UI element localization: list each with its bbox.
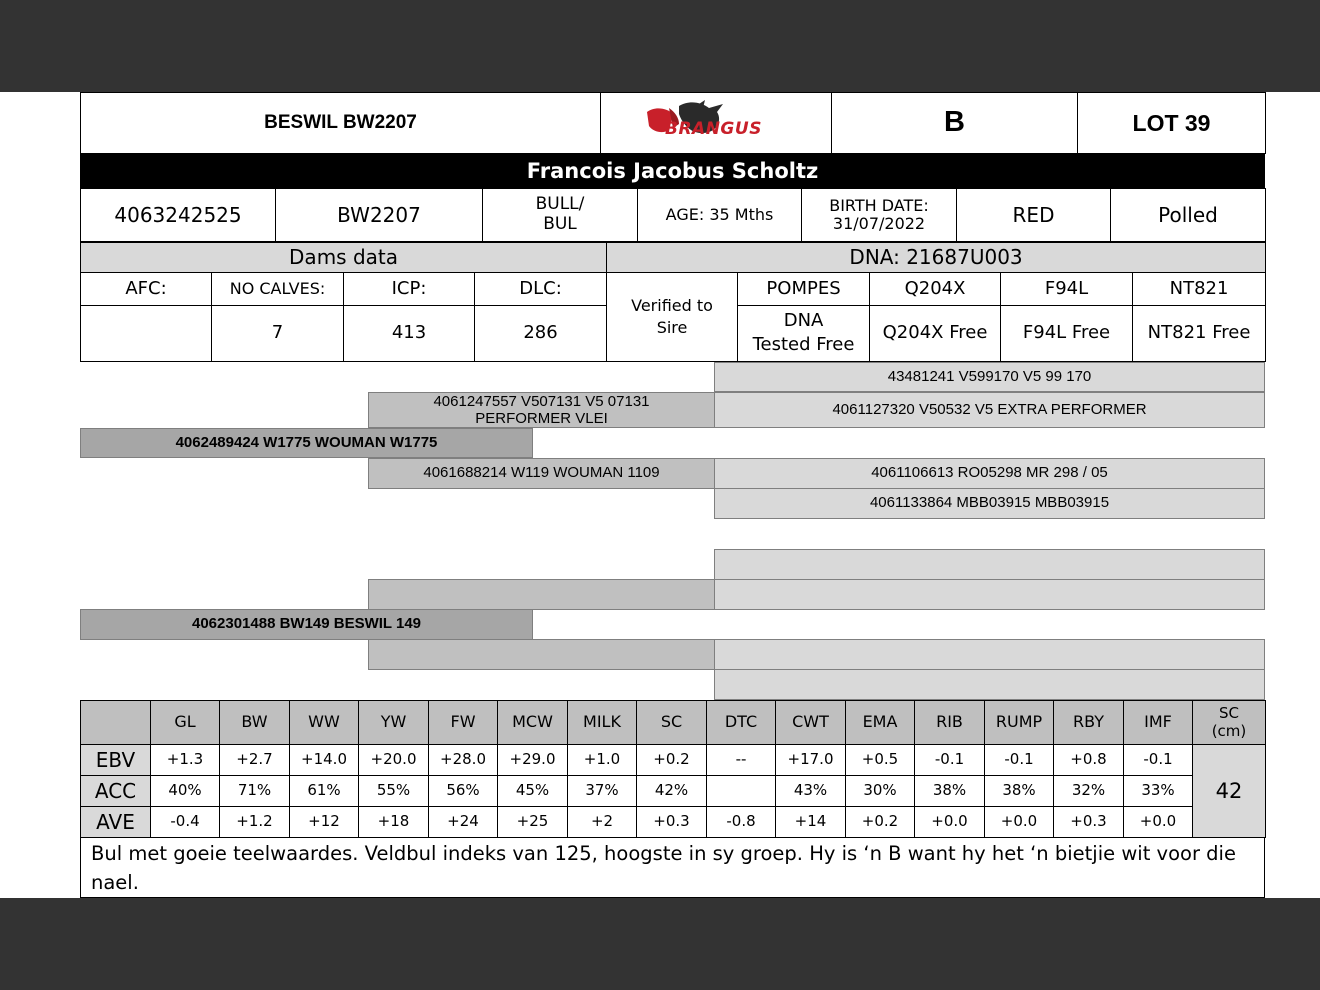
ebv-row-label: AVE	[81, 807, 151, 838]
ebv-row-label: ACC	[81, 776, 151, 807]
ebv-cell-fw: 56%	[429, 776, 498, 807]
ebv-cell-rby: +0.3	[1054, 807, 1124, 838]
ebv-cell-mcw: +25	[498, 807, 568, 838]
ebv-header-cwt: CWT	[776, 701, 846, 745]
ebv-cell-ww: 61%	[290, 776, 359, 807]
pedigree-dam-sire	[368, 579, 715, 610]
pedigree-sire-sire-dam: 4061127320 V50532 V5 EXTRA PERFORMER	[714, 392, 1265, 428]
ebv-cell-rib: 38%	[915, 776, 985, 807]
sex: BULL/ BUL	[483, 189, 638, 242]
pedigree-dam: 4062301488 BW149 BESWIL 149	[80, 609, 533, 640]
ebv-cell-imf: -0.1	[1124, 745, 1193, 776]
ebv-cell-rib: +0.0	[915, 807, 985, 838]
pedigree-sire-sire: 4061247557 V507131 V5 07131 PERFORMER VLEI	[368, 392, 715, 428]
ebv-header-sc-cm: SC (cm)	[1193, 701, 1266, 745]
ebv-cell-imf: 33%	[1124, 776, 1193, 807]
calves-value: 7	[212, 306, 344, 362]
birth-date: BIRTH DATE: 31/07/2022	[802, 189, 957, 242]
breeder-name: Francois Jacobus Scholtz	[80, 154, 1265, 188]
icp-label: ICP:	[344, 273, 475, 306]
ebv-header-gl: GL	[151, 701, 220, 745]
f94l-value: F94L Free	[1001, 306, 1133, 362]
dams-data-title: Dams data	[81, 243, 607, 273]
ebv-cell-fw: +24	[429, 807, 498, 838]
ebv-header-ema: EMA	[846, 701, 915, 745]
pompes-value: DNA Tested Free	[738, 306, 870, 362]
pedigree-dam-sire-dam	[714, 579, 1265, 610]
brangus-logo-text: BRANGUS	[665, 119, 762, 139]
dams-dna-table	[80, 242, 1266, 362]
ebv-cell-milk: +1.0	[568, 745, 637, 776]
pedigree-sire: 4062489424 W1775 WOUMAN W1775	[80, 428, 533, 458]
ebv-cell-yw: +20.0	[359, 745, 429, 776]
ebv-cell-cwt: +17.0	[776, 745, 846, 776]
ebv-header-dtc: DTC	[707, 701, 776, 745]
ebv-corner	[81, 701, 151, 745]
lot-card	[0, 92, 1320, 898]
pompes-header: POMPES	[738, 273, 870, 306]
ebv-header-milk: MILK	[568, 701, 637, 745]
lot-number: LOT 39	[1078, 93, 1266, 154]
pedigree-sire-sire-sire: 43481241 V599170 V5 99 170	[714, 362, 1265, 392]
ebv-cell-ema: 30%	[846, 776, 915, 807]
pedigree-sire-dam: 4061688214 W119 WOUMAN 1109	[368, 458, 715, 489]
ebv-header-imf: IMF	[1124, 701, 1193, 745]
ebv-header-mcw: MCW	[498, 701, 568, 745]
ebv-cell-dtc	[707, 776, 776, 807]
ebv-row-ebv	[81, 745, 1266, 776]
ebv-cell-sc: +0.3	[637, 807, 707, 838]
ebv-cell-bw: 71%	[220, 776, 290, 807]
ebv-header-rump: RUMP	[985, 701, 1054, 745]
ebv-cell-milk: +2	[568, 807, 637, 838]
verified-to-sire: Verified to Sire	[607, 273, 738, 362]
ebv-header-ww: WW	[290, 701, 359, 745]
f94l-header: F94L	[1001, 273, 1133, 306]
ebv-cell-yw: 55%	[359, 776, 429, 807]
ebv-cell-rib: -0.1	[915, 745, 985, 776]
nt821-header: NT821	[1133, 273, 1266, 306]
brangus-logo	[601, 93, 832, 154]
ebv-cell-yw: +18	[359, 807, 429, 838]
ebv-cell-ema: +0.5	[846, 745, 915, 776]
q204x-header: Q204X	[870, 273, 1001, 306]
ebv-cell-fw: +28.0	[429, 745, 498, 776]
ebv-cell-rump: -0.1	[985, 745, 1054, 776]
ebv-cell-ww: +14.0	[290, 745, 359, 776]
ebv-row-ave	[81, 807, 1266, 838]
ebv-row-acc	[81, 776, 1266, 807]
ebv-cell-cwt: 43%	[776, 776, 846, 807]
ebv-table	[80, 700, 1266, 838]
ebv-cell-milk: 37%	[568, 776, 637, 807]
ebv-header-rib: RIB	[915, 701, 985, 745]
ebv-cell-rump: +0.0	[985, 807, 1054, 838]
ebv-cell-ww: +12	[290, 807, 359, 838]
ebv-cell-gl: 40%	[151, 776, 220, 807]
ebv-cell-sc: +0.2	[637, 745, 707, 776]
ebv-cell-ema: +0.2	[846, 807, 915, 838]
sc-value: 42	[1193, 745, 1266, 838]
calves-label: NO CALVES:	[212, 273, 344, 306]
dna-title: DNA: 21687U003	[607, 243, 1266, 273]
ebv-cell-bw: +2.7	[220, 745, 290, 776]
pedigree-dam-sire-sire	[714, 549, 1265, 580]
pedigree-sire-dam-dam: 4061133864 MBB03915 MBB03915	[714, 488, 1265, 519]
color: RED	[957, 189, 1111, 242]
ebv-cell-bw: +1.2	[220, 807, 290, 838]
ebv-row-label: EBV	[81, 745, 151, 776]
comment: Bul met goeie teelwaardes. Veldbul indeks van 125, hoogste in sy groep. Hy is ‘n B want hy het ‘n bietjie wit voor die nael.	[80, 837, 1265, 898]
ebv-cell-gl: -0.4	[151, 807, 220, 838]
pedigree-dam-dam-sire	[714, 639, 1265, 670]
dlc-label: DLC:	[475, 273, 607, 306]
nt821-value: NT821 Free	[1133, 306, 1266, 362]
afc-value	[81, 306, 212, 362]
info-table	[80, 188, 1266, 242]
animal-name: BESWIL BW2207	[81, 93, 601, 154]
ebv-cell-imf: +0.0	[1124, 807, 1193, 838]
ebv-cell-rump: 38%	[985, 776, 1054, 807]
horn-status: Polled	[1111, 189, 1266, 242]
pedigree-dam-dam-dam	[714, 669, 1265, 700]
ebv-cell-gl: +1.3	[151, 745, 220, 776]
ebv-cell-mcw: +29.0	[498, 745, 568, 776]
age: AGE: 35 Mths	[638, 189, 802, 242]
ebv-cell-dtc: -0.8	[707, 807, 776, 838]
icp-value: 413	[344, 306, 475, 362]
ebv-header-bw: BW	[220, 701, 290, 745]
ebv-header-sc: SC	[637, 701, 707, 745]
ebv-header-rby: RBY	[1054, 701, 1124, 745]
header-table	[80, 92, 1266, 154]
ebv-cell-cwt: +14	[776, 807, 846, 838]
grade: B	[832, 93, 1078, 154]
pedigree-sire-dam-sire: 4061106613 RO05298 MR 298 / 05	[714, 458, 1265, 489]
ebv-cell-sc: 42%	[637, 776, 707, 807]
pedigree-dam-dam	[368, 639, 715, 670]
registration-number: 4063242525	[81, 189, 276, 242]
ebv-cell-rby: +0.8	[1054, 745, 1124, 776]
animal-id: BW2207	[276, 189, 483, 242]
afc-label: AFC:	[81, 273, 212, 306]
ebv-header-yw: YW	[359, 701, 429, 745]
ebv-cell-dtc: --	[707, 745, 776, 776]
ebv-header-fw: FW	[429, 701, 498, 745]
dlc-value: 286	[475, 306, 607, 362]
ebv-cell-rby: 32%	[1054, 776, 1124, 807]
q204x-value: Q204X Free	[870, 306, 1001, 362]
ebv-cell-mcw: 45%	[498, 776, 568, 807]
